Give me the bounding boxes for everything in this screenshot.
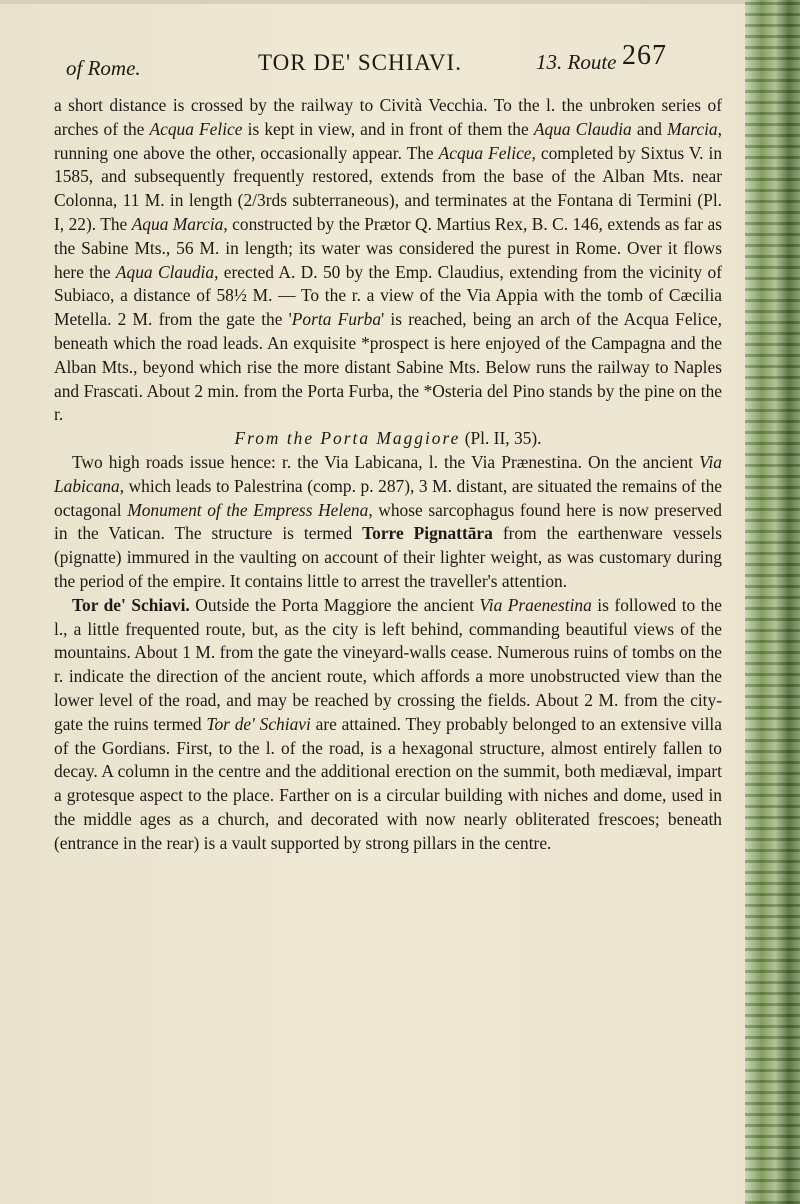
header-title: TOR DE' SCHIAVI. — [258, 50, 462, 75]
header-left: of Rome. — [66, 56, 141, 80]
map-fold-strip — [745, 0, 800, 1204]
top-edge — [0, 0, 745, 4]
body-text — [54, 94, 722, 856]
header-route: 13. Route — [536, 50, 617, 74]
section-heading: From the Porta Maggiore (Pl. II, 35). — [234, 428, 542, 449]
running-header — [66, 40, 686, 80]
paragraph-tor-de-schiavi: Tor de' Schiavi. Outside the Porta Maggiore the ancient Via Praenestina is followed to the l., a little frequented route, but, as the city is left behind, commanding beautiful views of the mountains. About 1 M. from the gate the vineyard-walls cease. Numerous ruins of tombs on the r. indicate the direction of the ancient route, which affords a more unobstructed view than the lower level of the road, and may be reached by crossing the fields. About 2 M. from the city-gate the ruins termed Tor de' Schiavi are attained. They probably belonged to an extensive villa of the Gordians. First, to the l. of the road, is a hexagonal structure, almost entirely fallen to decay. A column in the centre and the additional erection on the summit, both mediæval, impart a grotesque aspect to the place. Farther on is a circular building with niches and dome, used in the middle ages as a church, and decorated with now nearly obliterated frescoes; beneath (entrance in the rear) is a vault supported by strong pillars in the centre. — [54, 594, 722, 853]
paragraph-aqueducts: a short distance is crossed by the railway to Cività Vecchia. To the l. the unbroken series of arches of the Acqua Felice is kept in view, and in front of them the Aqua Claudia and Marcia, running one above the other, occasionally appear. The Acqua Felice, completed by Sixtus V. in 1585, and subsequently frequently restored, extends from the base of the Alban Mts. near Colonna, 11 M. in length (2/3rds subterraneous), and terminates at the Fontana di Termini (Pl. I, 22). The Aqua Marcia, constructed by the Prætor Q. Martius Rex, B. C. 146, extends as far as the Sabine Mts., 56 M. in length; its water was considered the purest in Rome. Over it flows here the Aqua Claudia, erected A. D. 50 by the Emp. Claudius, extending from the vicinity of Subiaco, a distance of 58½ M. — To the r. a view of the Via Appia with the tomb of Cæcilia Metella. 2 M. from the gate the 'Porta Furba' is reached, being an arch of the Acqua Felice, beneath which the road leads. An exquisite *prospect is here enjoyed of the Campagna and the Alban Mts., beyond which rise the more distant Sabine Mts. Below runs the railway to Naples and Frascati. About 2 min. from the Porta Furba, the *Osteria del Pino stands by the pine on the r. — [54, 95, 723, 425]
paragraph-porta-maggiore: Two high roads issue hence: r. the Via Labicana, l. the Via Prænestina. On the ancient Via Labicana, which leads to Palestrina (comp. p. 287), 3 M. distant, are situated the remains of the octagonal Monument of the Empress Helena, whose sarcophagus found here is now preserved in the Vatican. The structure is termed Torre Pignattāra from the earthenware vessels (pignatte) immured in the vaulting on account of their lighter weight, as was customary during the period of the empire. It contains little to arrest the traveller's attention. — [54, 451, 722, 591]
page-number: 267 — [622, 40, 667, 71]
